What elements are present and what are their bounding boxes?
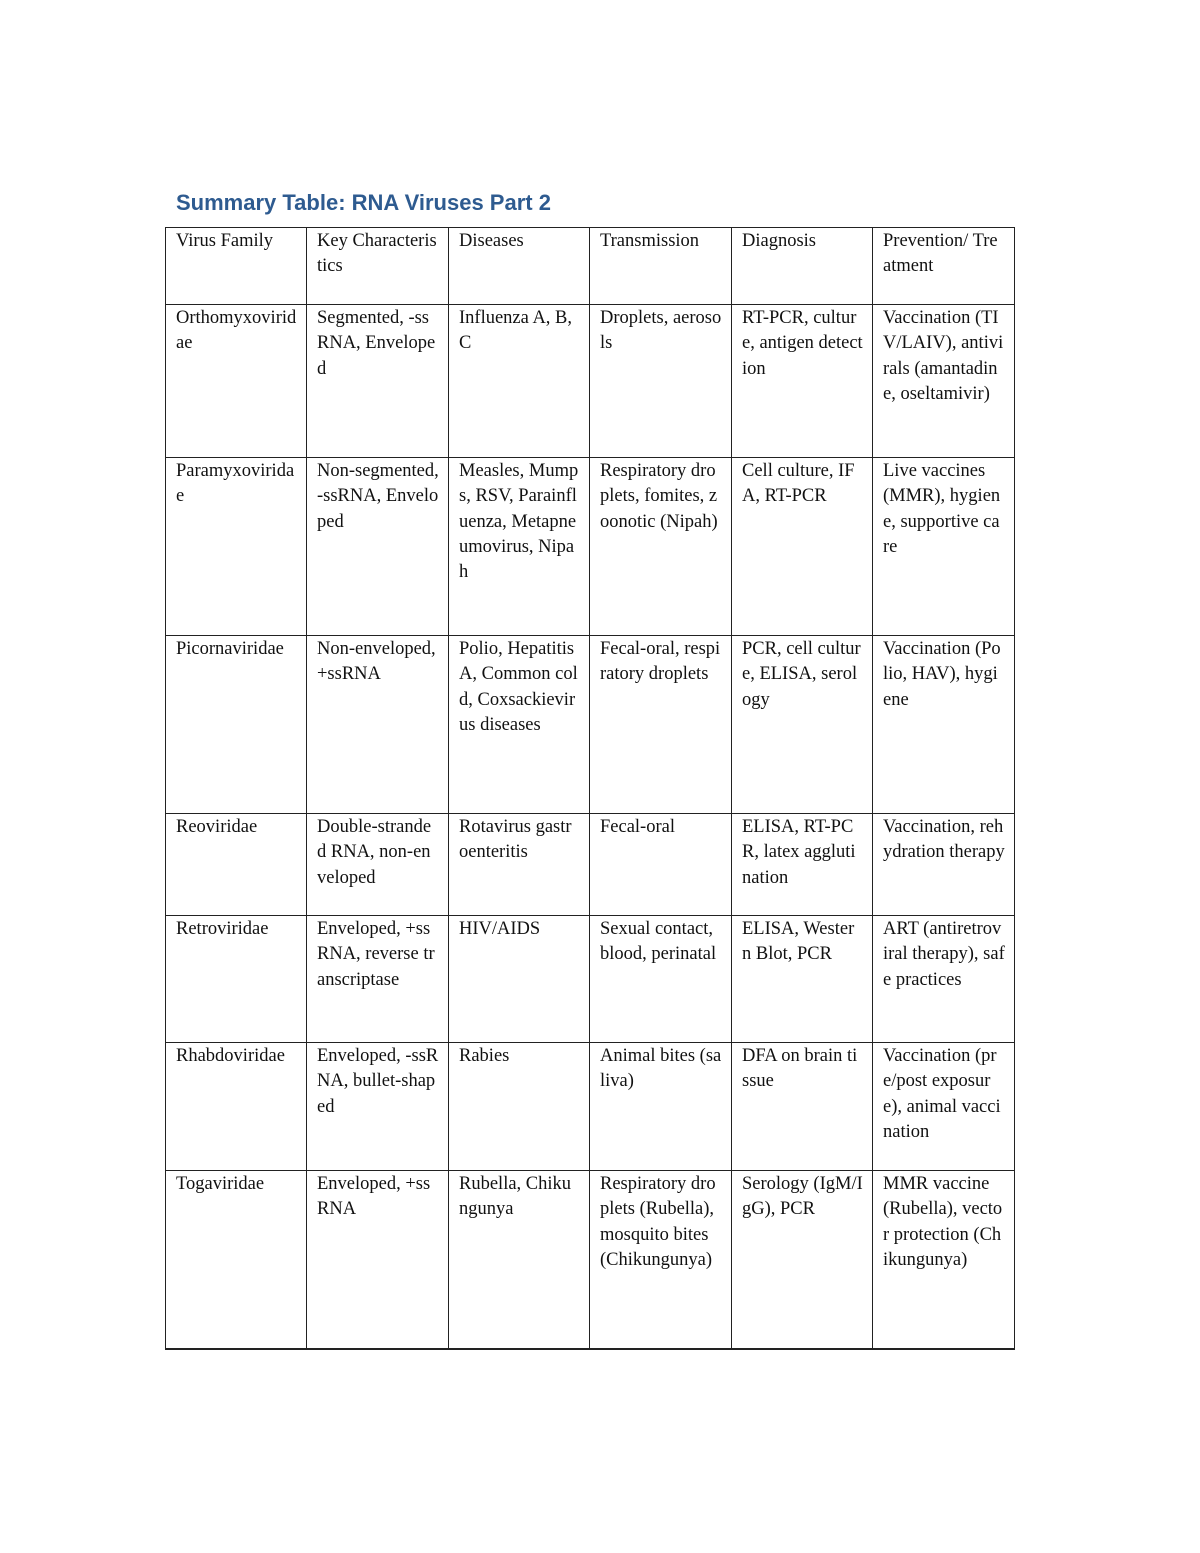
table-header-row <box>166 228 1015 305</box>
transmission-cell: Animal bites (saliva) <box>590 1043 732 1171</box>
prevention-treatment-cell: Vaccination (TIV/LAIV), antivirals (amantadine, oseltamivir) <box>873 305 1015 458</box>
diagnosis-cell: DFA on brain tissue <box>732 1043 873 1171</box>
diagnosis-cell: Serology (IgM/IgG), PCR <box>732 1171 873 1349</box>
diagnosis-cell: ELISA, Western Blot, PCR <box>732 916 873 1043</box>
diagnosis-cell: PCR, cell culture, ELISA, serology <box>732 636 873 814</box>
table-row <box>166 305 1015 458</box>
transmission-cell: Fecal-oral, respiratory droplets <box>590 636 732 814</box>
key-characteristics-cell: Non-enveloped, +ssRNA <box>307 636 449 814</box>
prevention-treatment-cell: ART (antiretroviral therapy), safe practices <box>873 916 1015 1043</box>
prevention-treatment-cell: Vaccination (pre/post exposure), animal vaccination <box>873 1043 1015 1171</box>
prevention-treatment-cell: Live vaccines (MMR), hygiene, supportive care <box>873 458 1015 636</box>
table-row <box>166 1043 1015 1171</box>
virus-family-cell: Paramyxoviridae <box>166 458 307 636</box>
virus-family-cell: Retroviridae <box>166 916 307 1043</box>
transmission-cell: Respiratory droplets, fomites, zoonotic (Nipah) <box>590 458 732 636</box>
header-cell: Prevention/ Treatment <box>873 228 1015 305</box>
key-characteristics-cell: Segmented, -ssRNA, Enveloped <box>307 305 449 458</box>
document-title: Summary Table: RNA Viruses Part 2 <box>176 190 551 215</box>
prevention-treatment-cell: MMR vaccine (Rubella), vector protection (Chikungunya) <box>873 1171 1015 1349</box>
diseases-cell: Rotavirus gastroenteritis <box>449 814 590 916</box>
virus-family-cell: Picornaviridae <box>166 636 307 814</box>
table-row <box>166 1171 1015 1349</box>
transmission-cell: Respiratory droplets (Rubella), mosquito bites (Chikungunya) <box>590 1171 732 1349</box>
diseases-cell: Polio, Hepatitis A, Common cold, Coxsackievirus diseases <box>449 636 590 814</box>
diseases-cell: HIV/AIDS <box>449 916 590 1043</box>
table-row <box>166 458 1015 636</box>
header-cell: Diseases <box>449 228 590 305</box>
key-characteristics-cell: Enveloped, +ssRNA <box>307 1171 449 1349</box>
diagnosis-cell: Cell culture, IFA, RT-PCR <box>732 458 873 636</box>
transmission-cell: Droplets, aerosols <box>590 305 732 458</box>
table-row <box>166 814 1015 916</box>
diseases-cell: Influenza A, B, C <box>449 305 590 458</box>
header-cell: Virus Family <box>166 228 307 305</box>
key-characteristics-cell: Enveloped, -ssRNA, bullet-shaped <box>307 1043 449 1171</box>
diagnosis-cell: ELISA, RT-PCR, latex agglutination <box>732 814 873 916</box>
key-characteristics-cell: Double-stranded RNA, non-enveloped <box>307 814 449 916</box>
virus-family-cell: Togaviridae <box>166 1171 307 1349</box>
virus-family-cell: Rhabdoviridae <box>166 1043 307 1171</box>
virus-family-cell: Reoviridae <box>166 814 307 916</box>
prevention-treatment-cell: Vaccination (Polio, HAV), hygiene <box>873 636 1015 814</box>
header-cell: Diagnosis <box>732 228 873 305</box>
key-characteristics-cell: Enveloped, +ssRNA, reverse transcriptase <box>307 916 449 1043</box>
virus-family-cell: Orthomyxoviridae <box>166 305 307 458</box>
diagnosis-cell: RT-PCR, culture, antigen detection <box>732 305 873 458</box>
diseases-cell: Rubella, Chikungunya <box>449 1171 590 1349</box>
transmission-cell: Sexual contact, blood, perinatal <box>590 916 732 1043</box>
prevention-treatment-cell: Vaccination, rehydration therapy <box>873 814 1015 916</box>
header-cell: Transmission <box>590 228 732 305</box>
table-row <box>166 636 1015 814</box>
header-cell: Key Characteristics <box>307 228 449 305</box>
summary-table <box>165 227 1015 1350</box>
diseases-cell: Measles, Mumps, RSV, Parainfluenza, Metapneumovirus, Nipah <box>449 458 590 636</box>
table-row <box>166 916 1015 1043</box>
diseases-cell: Rabies <box>449 1043 590 1171</box>
transmission-cell: Fecal-oral <box>590 814 732 916</box>
key-characteristics-cell: Non-segmented, -ssRNA, Enveloped <box>307 458 449 636</box>
